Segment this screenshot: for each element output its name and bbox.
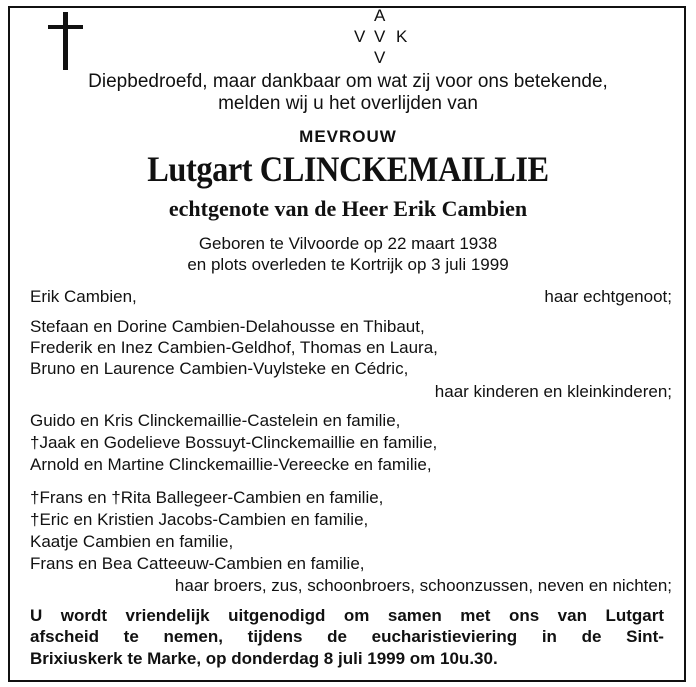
- invitation-word: de: [327, 627, 347, 646]
- invitation-line-1-text: [30, 606, 664, 626]
- invitation-word: vriendelijk: [125, 606, 210, 625]
- sibling-line-5: †Eric en Kristien Jacobs-Cambien en familie,: [30, 510, 369, 529]
- avvk-middle-center: V: [374, 27, 386, 46]
- invitation-word: Lutgart: [605, 606, 664, 625]
- deceased-spouse-line: echtgenote van de Heer Erik Cambien: [168, 196, 528, 221]
- invitation-word: met: [460, 606, 491, 625]
- deceased-name: Lutgart CLINCKEMAILLIE: [147, 149, 549, 189]
- invitation-word: samen: [387, 606, 442, 625]
- invitation-word: van: [557, 606, 587, 625]
- invitation-line-2: [30, 627, 664, 647]
- invitation-word: ons: [508, 606, 540, 625]
- children-line-2: Frederik en Inez Cambien-Geldhof, Thomas en Laura,: [30, 338, 438, 357]
- invitation-word: wordt: [60, 606, 108, 625]
- siblings-relation: haar broers, zus, schoonbroers, schoonzussen, neven en nichten;: [174, 576, 672, 595]
- avvk-middle-right: K: [396, 27, 408, 46]
- invitation-word: te: [123, 627, 139, 646]
- invitation-word: Sint-: [626, 627, 664, 646]
- deceased-title: MEVROUW: [299, 127, 397, 146]
- sibling-line-3: Arnold en Martine Clinckemaillie-Vereecke en familie,: [30, 455, 432, 474]
- spouse-name: Erik Cambien,: [30, 287, 137, 306]
- invitation-word: U: [30, 606, 43, 625]
- invitation-word: om: [343, 606, 370, 625]
- invitation-line-1: [30, 606, 664, 626]
- children-line-3: Bruno en Laurence Cambien-Vuylsteke en Cédric,: [30, 359, 409, 378]
- born-line: Geboren te Vilvoorde op 22 maart 1938: [198, 234, 498, 253]
- avvk-top: A: [374, 6, 386, 25]
- children-relation: haar kinderen en kleinkinderen;: [434, 382, 672, 401]
- invitation-word: uitgenodigd: [228, 606, 326, 625]
- invitation-word: de: [581, 627, 602, 646]
- sibling-line-7: Frans en Bea Catteeuw-Cambien en familie,: [30, 554, 365, 573]
- invitation-word: nemen,: [163, 627, 223, 646]
- sibling-line-4: †Frans en †Rita Ballegeer-Cambien en familie,: [30, 488, 384, 507]
- invitation-word: tijdens: [247, 627, 303, 646]
- avvk-middle-left: V: [354, 27, 366, 46]
- invitation-line-2-text: [30, 627, 664, 647]
- avvk-bottom: V: [374, 48, 386, 67]
- invitation-line-3: Brixiuskerk te Marke, op donderdag 8 juli 1999 om 10u.30.: [30, 649, 498, 668]
- sibling-line-6: Kaatje Cambien en familie,: [30, 532, 234, 551]
- children-line-1: Stefaan en Dorine Cambien-Delahousse en Thibaut,: [30, 317, 425, 336]
- intro-line-1: Diepbedroefd, maar dankbaar om wat zij voor ons betekende,: [88, 71, 608, 92]
- sibling-line-1: Guido en Kris Clinckemaillie-Castelein en familie,: [30, 411, 401, 430]
- cross-icon: [46, 12, 86, 70]
- invitation-word: afscheid: [30, 627, 99, 646]
- sibling-line-2: †Jaak en Godelieve Bossuyt-Clinckemaillie en familie,: [30, 433, 438, 452]
- died-line: en plots overleden te Kortrijk op 3 juli 1999: [187, 255, 509, 274]
- invitation-word: eucharistieviering: [371, 627, 518, 646]
- intro-line-2: melden wij u het overlijden van: [218, 93, 478, 114]
- invitation-word: in: [541, 627, 557, 646]
- spouse-relation: haar echtgenoot;: [544, 287, 672, 306]
